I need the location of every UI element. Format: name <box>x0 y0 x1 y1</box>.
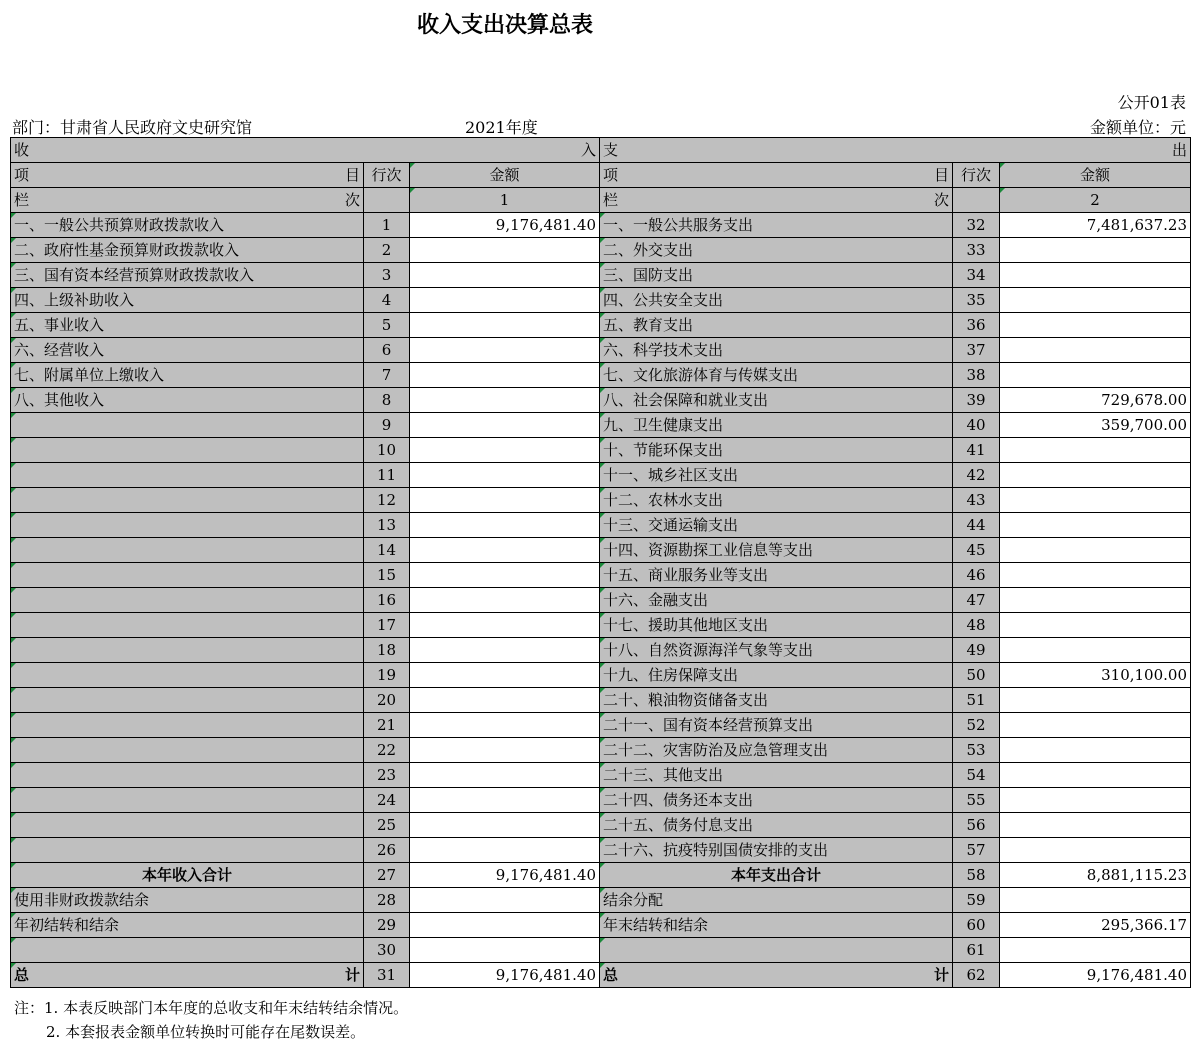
income-item: 二、政府性基金预算财政拨款收入 <box>11 238 364 263</box>
income-amount <box>410 363 600 388</box>
expense-amount: 729,678.00 <box>1000 388 1191 413</box>
income-line-no: 16 <box>364 588 410 613</box>
income-line-no: 31 <box>364 963 410 988</box>
expense-item: 六、科学技术支出 <box>600 338 953 363</box>
income-line-no: 8 <box>364 388 410 413</box>
expense-amount: 9,176,481.40 <box>1000 963 1191 988</box>
income-amount <box>410 763 600 788</box>
expense-item: 十九、住房保障支出 <box>600 663 953 688</box>
income-amount <box>410 888 600 913</box>
income-amount <box>410 313 600 338</box>
expense-item: 一、一般公共服务支出 <box>600 213 953 238</box>
income-item <box>11 588 364 613</box>
expense-item <box>600 938 953 963</box>
note-1: 注：1. 本表反映部门本年度的总收支和年末结转结余情况。 <box>14 999 409 1017</box>
income-amount <box>410 938 600 963</box>
expense-amount <box>1000 713 1191 738</box>
income-line-no: 12 <box>364 488 410 513</box>
expense-line-no: 43 <box>953 488 1000 513</box>
income-section-header <box>11 138 600 163</box>
income-line-no: 9 <box>364 413 410 438</box>
income-amount <box>410 613 600 638</box>
income-amount <box>410 563 600 588</box>
expense-col-blank <box>953 188 1000 213</box>
expense-item-header <box>600 163 953 188</box>
expense-amount <box>1000 938 1191 963</box>
expense-col-label <box>600 188 953 213</box>
expense-line-no: 41 <box>953 438 1000 463</box>
expense-item: 十六、金融支出 <box>600 588 953 613</box>
expense-line-no: 54 <box>953 763 1000 788</box>
income-line-no: 22 <box>364 738 410 763</box>
expense-amount <box>1000 488 1191 513</box>
expense-item: 年末结转和结余 <box>600 913 953 938</box>
expense-line-no: 57 <box>953 838 1000 863</box>
col-left: 栏 <box>603 191 619 209</box>
expense-line-no: 33 <box>953 238 1000 263</box>
expense-line-no: 50 <box>953 663 1000 688</box>
income-item <box>11 538 364 563</box>
table-row <box>11 538 1191 563</box>
expense-amount <box>1000 263 1191 288</box>
expense-item: 本年支出合计 <box>600 863 953 888</box>
income-amount <box>410 438 600 463</box>
expense-amount <box>1000 563 1191 588</box>
expense-item: 八、社会保障和就业支出 <box>600 388 953 413</box>
expense-amount <box>1000 338 1191 363</box>
income-amount <box>410 838 600 863</box>
expense-line-no: 52 <box>953 713 1000 738</box>
table-row <box>11 463 1191 488</box>
income-amount <box>410 813 600 838</box>
expense-line-no: 32 <box>953 213 1000 238</box>
expense-line-no: 40 <box>953 413 1000 438</box>
income-line-no: 10 <box>364 438 410 463</box>
total-right: 计 <box>933 966 949 984</box>
income-line-no-header: 行次 <box>364 163 410 188</box>
expense-line-no: 46 <box>953 563 1000 588</box>
expense-item: 二十一、国有资本经营预算支出 <box>600 713 953 738</box>
income-amount <box>410 513 600 538</box>
income-item <box>11 563 364 588</box>
expense-line-no: 61 <box>953 938 1000 963</box>
expense-line-no: 36 <box>953 313 1000 338</box>
expense-line-no: 59 <box>953 888 1000 913</box>
table-row <box>11 238 1191 263</box>
income-item: 本年收入合计 <box>11 863 364 888</box>
expense-item: 二、外交支出 <box>600 238 953 263</box>
income-line-no: 18 <box>364 638 410 663</box>
expense-total-label <box>600 963 953 988</box>
income-item: 三、国有资本经营预算财政拨款收入 <box>11 263 364 288</box>
income-item-header <box>11 163 364 188</box>
table-row <box>11 288 1191 313</box>
income-amount <box>410 638 600 663</box>
income-col-blank <box>364 188 410 213</box>
total-row <box>11 963 1191 988</box>
income-line-no: 26 <box>364 838 410 863</box>
income-item <box>11 938 364 963</box>
income-item: 一、一般公共预算财政拨款收入 <box>11 213 364 238</box>
expense-item: 十五、商业服务业等支出 <box>600 563 953 588</box>
expense-line-no: 48 <box>953 613 1000 638</box>
income-line-no: 4 <box>364 288 410 313</box>
income-amount <box>410 463 600 488</box>
income-line-no: 21 <box>364 713 410 738</box>
expense-section-header <box>600 138 1191 163</box>
income-item <box>11 613 364 638</box>
income-item: 六、经营收入 <box>11 338 364 363</box>
income-item <box>11 838 364 863</box>
income-item <box>11 688 364 713</box>
expense-line-no: 39 <box>953 388 1000 413</box>
expense-item: 十二、农林水支出 <box>600 488 953 513</box>
table-row <box>11 913 1191 938</box>
table-row <box>11 938 1191 963</box>
income-line-no: 17 <box>364 613 410 638</box>
income-item <box>11 763 364 788</box>
expense-item: 九、卫生健康支出 <box>600 413 953 438</box>
income-amount: 9,176,481.40 <box>410 863 600 888</box>
expense-amount <box>1000 313 1191 338</box>
expense-item: 二十三、其他支出 <box>600 763 953 788</box>
income-amount <box>410 413 600 438</box>
income-item <box>11 488 364 513</box>
income-amount <box>410 713 600 738</box>
expense-amount <box>1000 638 1191 663</box>
income-expense-table <box>10 137 1191 988</box>
expense-line-no: 62 <box>953 963 1000 988</box>
note-2: 2. 本套报表金额单位转换时可能存在尾数误差。 <box>46 1023 366 1041</box>
expense-item: 五、教育支出 <box>600 313 953 338</box>
income-item <box>11 713 364 738</box>
income-line-no: 11 <box>364 463 410 488</box>
table-row <box>11 788 1191 813</box>
expense-amount <box>1000 738 1191 763</box>
table-row <box>11 313 1191 338</box>
income-line-no: 3 <box>364 263 410 288</box>
expense-item: 二十五、债务付息支出 <box>600 813 953 838</box>
income-amount <box>410 538 600 563</box>
income-item <box>11 513 364 538</box>
income-line-no: 20 <box>364 688 410 713</box>
income-item <box>11 738 364 763</box>
expense-amount <box>1000 538 1191 563</box>
expense-item: 四、公共安全支出 <box>600 288 953 313</box>
income-amount <box>410 688 600 713</box>
col-right: 次 <box>344 191 360 209</box>
income-line-no: 13 <box>364 513 410 538</box>
expense-line-no: 45 <box>953 538 1000 563</box>
expense-line-no: 34 <box>953 263 1000 288</box>
expense-line-no: 35 <box>953 288 1000 313</box>
income-line-no: 24 <box>364 788 410 813</box>
income-item: 八、其他收入 <box>11 388 364 413</box>
income-item <box>11 638 364 663</box>
expense-amount <box>1000 613 1191 638</box>
income-item: 年初结转和结余 <box>11 913 364 938</box>
income-col-label <box>11 188 364 213</box>
income-item: 使用非财政拨款结余 <box>11 888 364 913</box>
income-amount <box>410 588 600 613</box>
income-item <box>11 788 364 813</box>
table-row <box>11 488 1191 513</box>
expense-item: 二十四、债务还本支出 <box>600 788 953 813</box>
table-row <box>11 263 1191 288</box>
table-row <box>11 588 1191 613</box>
income-header-right: 入 <box>580 141 596 159</box>
table-row <box>11 213 1191 238</box>
income-amount <box>410 238 600 263</box>
income-item <box>11 438 364 463</box>
expense-line-no: 38 <box>953 363 1000 388</box>
income-amount <box>410 663 600 688</box>
expense-amount <box>1000 763 1191 788</box>
table-row <box>11 388 1191 413</box>
expense-line-no: 56 <box>953 813 1000 838</box>
item-right: 目 <box>933 166 949 184</box>
income-item <box>11 813 364 838</box>
expense-amount <box>1000 288 1191 313</box>
income-amount <box>410 288 600 313</box>
expense-amount <box>1000 888 1191 913</box>
expense-amount <box>1000 513 1191 538</box>
income-total-label <box>11 963 364 988</box>
income-item <box>11 463 364 488</box>
item-right: 目 <box>344 166 360 184</box>
expense-line-no: 51 <box>953 688 1000 713</box>
income-line-no: 30 <box>364 938 410 963</box>
page-title: 收入支出决算总表 <box>416 13 593 38</box>
col-right: 次 <box>933 191 949 209</box>
expense-item: 十三、交通运输支出 <box>600 513 953 538</box>
expense-item: 三、国防支出 <box>600 263 953 288</box>
unit-label: 金额单位：元 <box>1089 118 1186 137</box>
income-line-no: 7 <box>364 363 410 388</box>
expense-amount-header: 金额 <box>1000 163 1191 188</box>
income-item: 五、事业收入 <box>11 313 364 338</box>
table-row <box>11 713 1191 738</box>
table-row <box>11 363 1191 388</box>
col-left: 栏 <box>14 191 30 209</box>
table-row <box>11 613 1191 638</box>
income-col-number: 1 <box>410 188 600 213</box>
income-line-no: 28 <box>364 888 410 913</box>
table-row <box>11 888 1191 913</box>
expense-header-left: 支 <box>603 141 619 159</box>
income-line-no: 29 <box>364 913 410 938</box>
expense-line-no: 49 <box>953 638 1000 663</box>
expense-amount <box>1000 238 1191 263</box>
expense-line-no: 60 <box>953 913 1000 938</box>
income-line-no: 23 <box>364 763 410 788</box>
expense-item: 十一、城乡社区支出 <box>600 463 953 488</box>
form-code: 公开01表 <box>1117 93 1186 112</box>
total-left: 总 <box>14 966 30 984</box>
table-row <box>11 838 1191 863</box>
expense-amount: 7,481,637.23 <box>1000 213 1191 238</box>
total-left: 总 <box>603 966 619 984</box>
income-item <box>11 413 364 438</box>
table-row <box>11 338 1191 363</box>
income-amount: 9,176,481.40 <box>410 213 600 238</box>
table-row <box>11 813 1191 838</box>
expense-line-no: 44 <box>953 513 1000 538</box>
expense-amount: 310,100.00 <box>1000 663 1191 688</box>
expense-col-number: 2 <box>1000 188 1191 213</box>
income-item <box>11 663 364 688</box>
expense-item: 结余分配 <box>600 888 953 913</box>
income-amount <box>410 738 600 763</box>
expense-item: 二十、粮油物资储备支出 <box>600 688 953 713</box>
expense-item: 十七、援助其他地区支出 <box>600 613 953 638</box>
expense-item: 十四、资源勘探工业信息等支出 <box>600 538 953 563</box>
income-amount <box>410 388 600 413</box>
income-line-no: 2 <box>364 238 410 263</box>
income-amount-header: 金额 <box>410 163 600 188</box>
expense-line-no: 58 <box>953 863 1000 888</box>
expense-amount: 359,700.00 <box>1000 413 1191 438</box>
table-row <box>11 563 1191 588</box>
income-item: 七、附属单位上缴收入 <box>11 363 364 388</box>
expense-amount <box>1000 838 1191 863</box>
expense-amount <box>1000 438 1191 463</box>
income-line-no: 25 <box>364 813 410 838</box>
income-line-no: 5 <box>364 313 410 338</box>
income-amount <box>410 263 600 288</box>
expense-amount <box>1000 788 1191 813</box>
expense-amount <box>1000 588 1191 613</box>
expense-amount: 295,366.17 <box>1000 913 1191 938</box>
expense-line-no: 55 <box>953 788 1000 813</box>
table-row <box>11 638 1191 663</box>
expense-line-no: 47 <box>953 588 1000 613</box>
income-line-no: 14 <box>364 538 410 563</box>
income-amount <box>410 488 600 513</box>
table-row <box>11 413 1191 438</box>
table-row <box>11 513 1191 538</box>
expense-amount <box>1000 813 1191 838</box>
header-row-section <box>11 138 1191 163</box>
expense-amount <box>1000 688 1191 713</box>
table-row <box>11 663 1191 688</box>
total-right: 计 <box>344 966 360 984</box>
table-row <box>11 738 1191 763</box>
expense-item: 七、文化旅游体育与传媒支出 <box>600 363 953 388</box>
income-amount <box>410 338 600 363</box>
income-line-no: 27 <box>364 863 410 888</box>
income-header-left: 收 <box>14 141 30 159</box>
expense-line-no: 42 <box>953 463 1000 488</box>
item-left: 项 <box>603 166 619 184</box>
year-label: 2021年度 <box>465 118 538 137</box>
expense-item: 十八、自然资源海洋气象等支出 <box>600 638 953 663</box>
income-amount <box>410 788 600 813</box>
item-left: 项 <box>14 166 30 184</box>
table-row <box>11 438 1191 463</box>
expense-item: 二十六、抗疫特别国债安排的支出 <box>600 838 953 863</box>
expense-line-no: 53 <box>953 738 1000 763</box>
income-line-no: 15 <box>364 563 410 588</box>
expense-amount <box>1000 463 1191 488</box>
header-row-columns <box>11 163 1191 188</box>
income-amount <box>410 913 600 938</box>
subtotal-row <box>11 863 1191 888</box>
table-row <box>11 763 1191 788</box>
income-line-no: 1 <box>364 213 410 238</box>
department-label: 部门：甘肃省人民政府文史研究馆 <box>12 118 253 137</box>
income-line-no: 6 <box>364 338 410 363</box>
income-line-no: 19 <box>364 663 410 688</box>
expense-header-right: 出 <box>1171 141 1187 159</box>
notes <box>14 996 408 1044</box>
expense-amount: 8,881,115.23 <box>1000 863 1191 888</box>
income-amount: 9,176,481.40 <box>410 963 600 988</box>
expense-line-no: 37 <box>953 338 1000 363</box>
expense-amount <box>1000 363 1191 388</box>
table-row <box>11 688 1191 713</box>
expense-line-no-header: 行次 <box>953 163 1000 188</box>
expense-item: 十、节能环保支出 <box>600 438 953 463</box>
income-item: 四、上级补助收入 <box>11 288 364 313</box>
header-row-col-numbers <box>11 188 1191 213</box>
expense-item: 二十二、灾害防治及应急管理支出 <box>600 738 953 763</box>
